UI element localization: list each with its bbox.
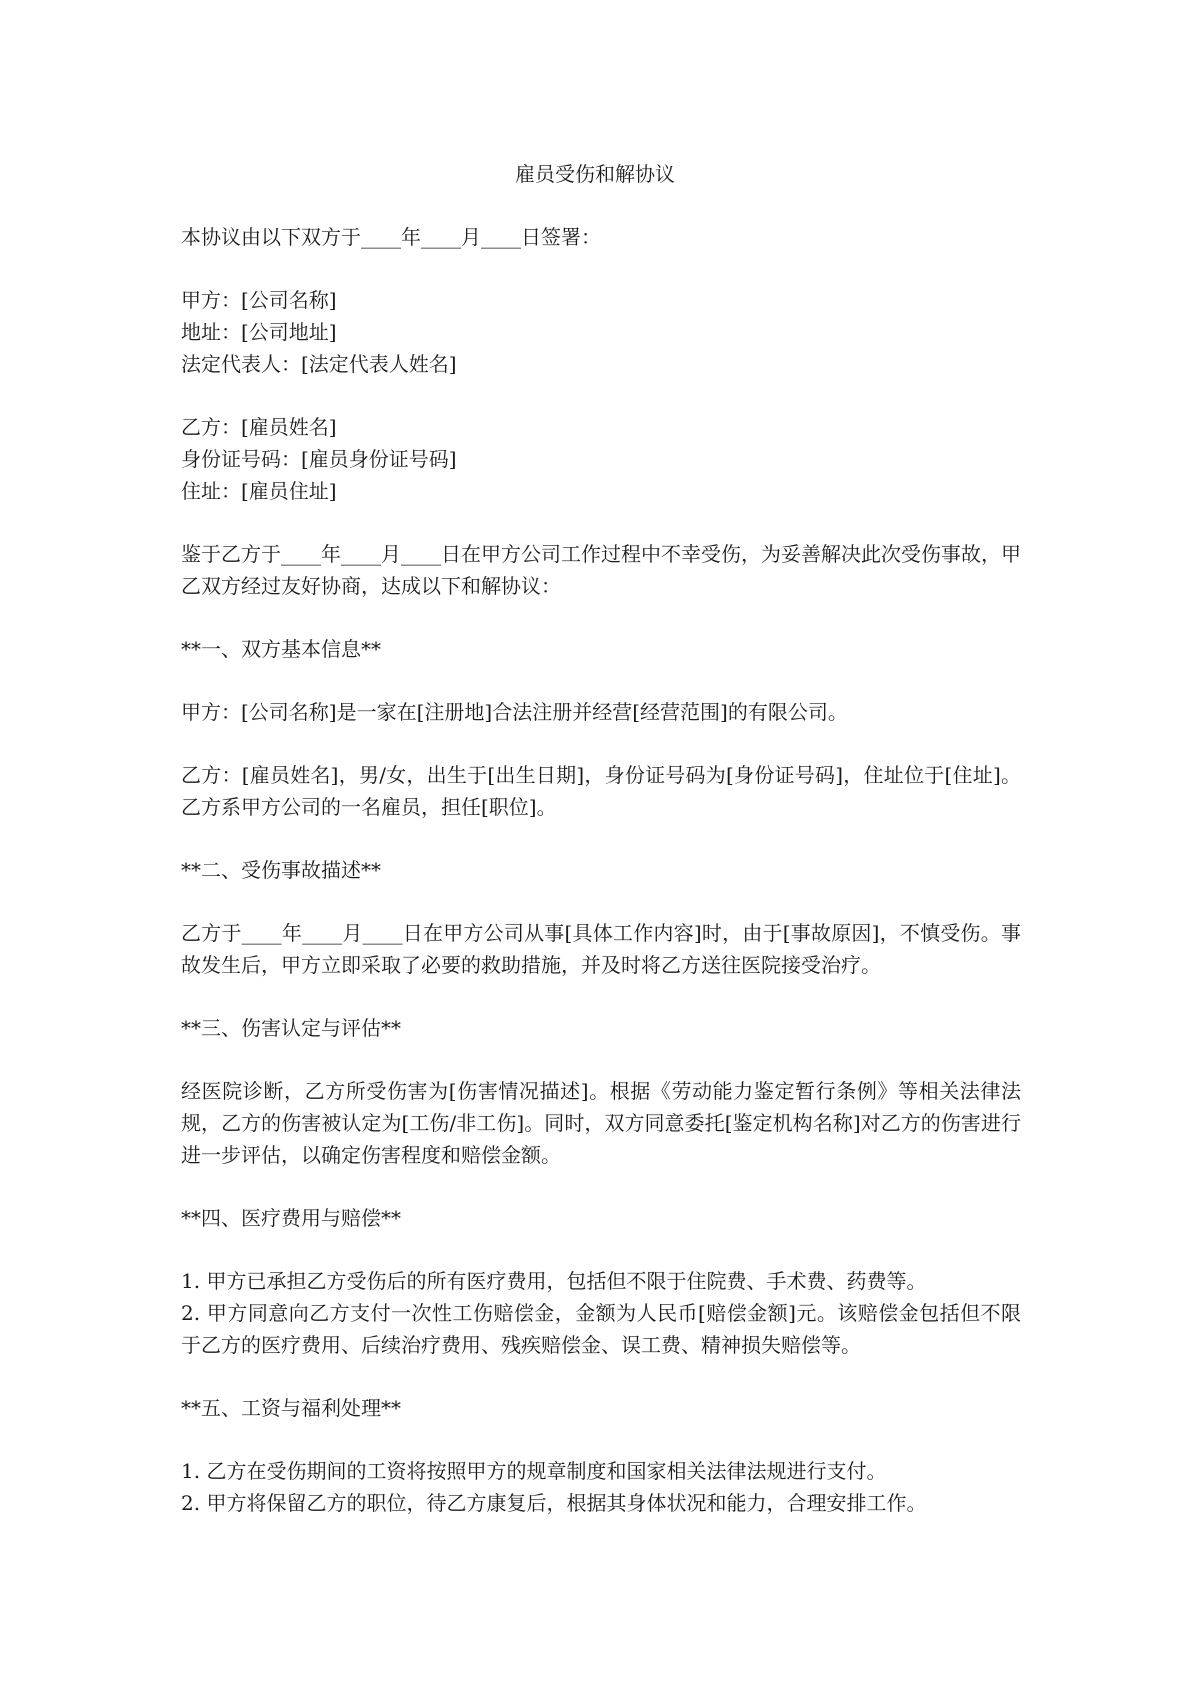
list-item: 2. 甲方同意向乙方支付一次性工伤赔偿金，金额为人民币[赔偿金额]元。该赔偿金包括但不限于乙方的医疗费用、后续治疗费用、残疾赔偿金、误工费、精神损失赔偿等。 <box>181 1301 1021 1357</box>
section-paragraph: 乙方：[雇员姓名]，男/女，出生于[出生日期]，身份证号码为[身份证号码]，住址位于[住址]。乙方系甲方公司的一名雇员，担任[职位]。 <box>181 763 1021 819</box>
list-item: 1. 乙方在受伤期间的工资将按照甲方的规章制度和国家相关法律法规进行支付。 <box>181 1459 887 1483</box>
party-a-address: 地址：[公司地址] <box>181 320 337 344</box>
party-a-name: 甲方：[公司名称] <box>181 288 337 312</box>
party-a-representative: 法定代表人：[法定代表人姓名] <box>181 352 457 376</box>
party-b-block <box>181 411 1021 507</box>
numbered-list <box>181 1265 1021 1361</box>
party-b-name: 乙方：[雇员姓名] <box>181 415 337 439</box>
section-paragraph: 乙方于____年____月____日在甲方公司从事[具体工作内容]时，由于[事故原因]，不慎受伤。事故发生后，甲方立即采取了必要的救助措施，并及时将乙方送往医院接受治疗。 <box>181 921 1021 977</box>
numbered-list <box>181 1455 1021 1519</box>
intro-line: 本协议由以下双方于____年____月____日签署： <box>181 225 601 249</box>
section-paragraph: 甲方：[公司名称]是一家在[注册地]合法注册并经营[经营范围]的有限公司。 <box>181 700 848 724</box>
party-a-block <box>181 284 1021 380</box>
section-paragraph: 经医院诊断，乙方所受伤害为[伤害情况描述]。根据《劳动能力鉴定暂行条例》等相关法律法规，乙方的伤害被认定为[工伤/非工伤]。同时，双方同意委托[鉴定机构名称]对乙方的伤害进行进一步评估，以确定伤害程度和赔偿金额。 <box>181 1079 1021 1167</box>
section-heading: **二、受伤事故描述** <box>181 858 381 882</box>
document-title: 雇员受伤和解协议 <box>515 162 675 186</box>
section-heading: **一、双方基本信息** <box>181 637 381 661</box>
preamble-paragraph: 鉴于乙方于____年____月____日在甲方公司工作过程中不幸受伤，为妥善解决此次受伤事故，甲乙双方经过友好协商，达成以下和解协议： <box>181 542 1021 598</box>
section-heading: **三、伤害认定与评估** <box>181 1016 401 1040</box>
section-heading: **五、工资与福利处理** <box>181 1396 401 1420</box>
party-b-address: 住址：[雇员住址] <box>181 479 337 503</box>
section-heading: **四、医疗费用与赔偿** <box>181 1206 401 1230</box>
party-b-id: 身份证号码：[雇员身份证号码] <box>181 447 457 471</box>
list-item: 2. 甲方将保留乙方的职位，待乙方康复后，根据其身体状况和能力，合理安排工作。 <box>181 1491 927 1515</box>
list-item: 1. 甲方已承担乙方受伤后的所有医疗费用，包括但不限于住院费、手术费、药费等。 <box>181 1269 927 1293</box>
intro-paragraph <box>181 221 1021 253</box>
document-body <box>181 221 1021 1550</box>
